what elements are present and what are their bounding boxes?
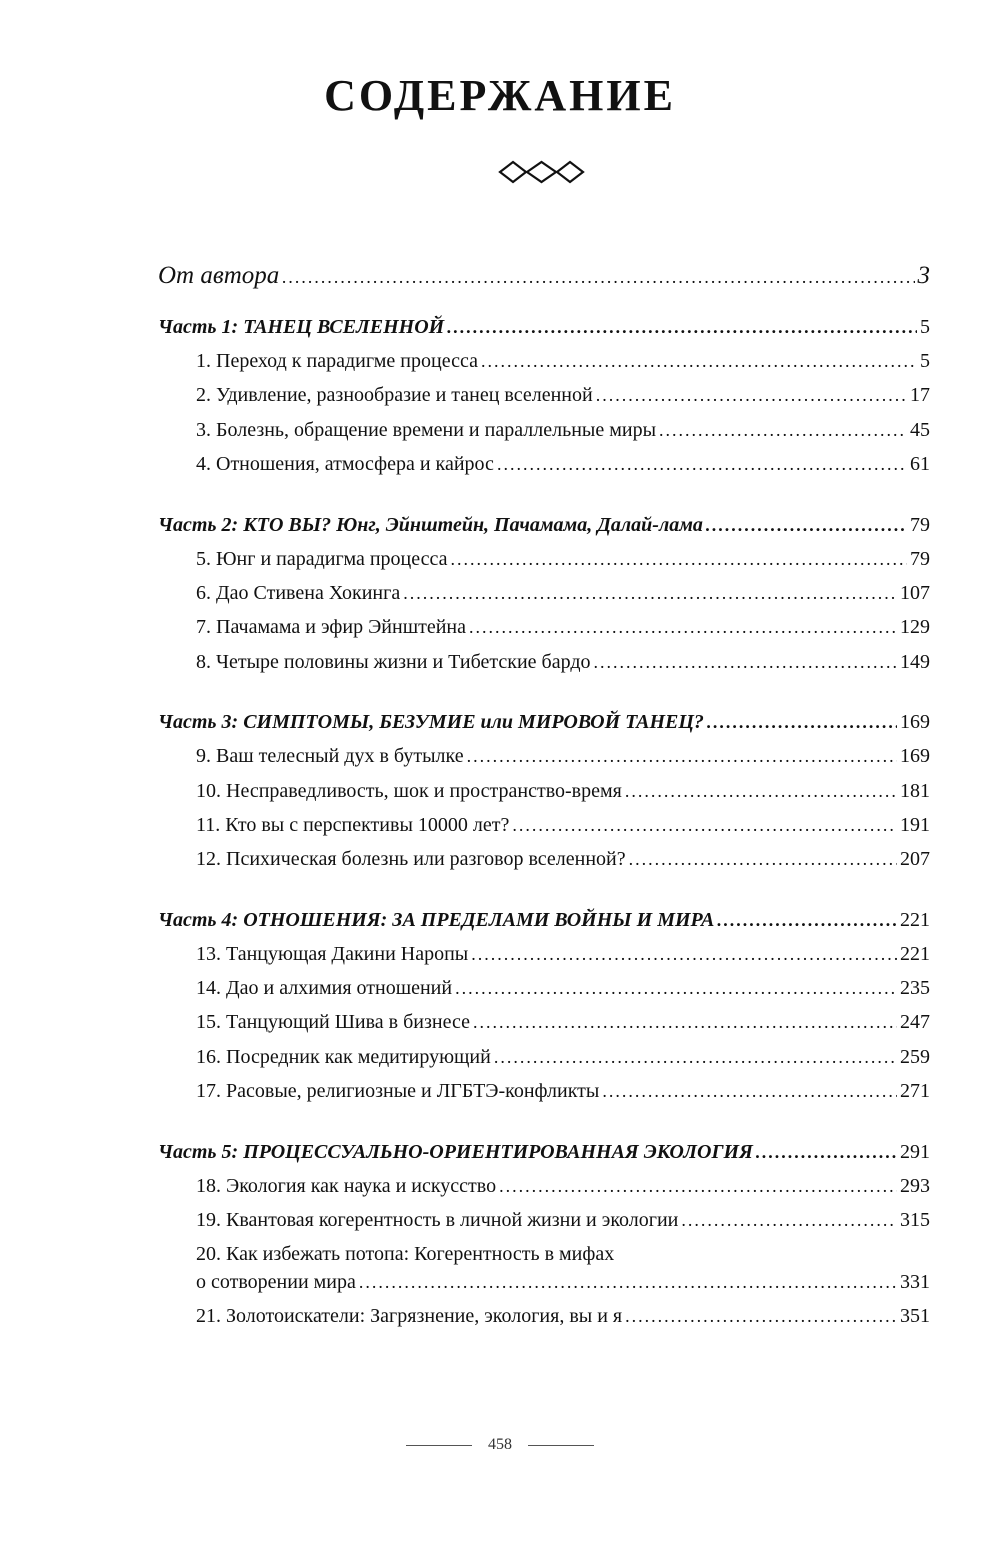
chapter-title: 1. Переход к парадигме процесса <box>196 350 478 372</box>
chapter-title: 10. Несправедливость, шок и пространство-время <box>196 779 622 802</box>
toc-chapter[interactable] <box>158 814 930 848</box>
toc-page-number: 169 <box>900 711 930 734</box>
chapter-title-continuation: о сотворении мира <box>196 1271 356 1294</box>
toc-page-number: 293 <box>900 1174 930 1197</box>
toc-page-number: 247 <box>900 1011 930 1034</box>
part-title: Часть 4: ОТНОШЕНИЯ: ЗА ПРЕДЕЛАМИ ВОЙНЫ И МИРА <box>158 908 715 931</box>
table-of-contents <box>158 262 930 1340</box>
dot-leader <box>467 746 897 767</box>
toc-page-number: 5 <box>920 350 930 372</box>
chapter-title: 2. Удивление, разнообразие и танец вселенной <box>196 384 593 407</box>
part-title: Часть 3: СИМПТОМЫ, БЕЗУМИЕ или МИРОВОЙ ТАНЕЦ? <box>158 711 704 734</box>
toc-chapter[interactable] <box>158 745 930 779</box>
toc-chapter[interactable] <box>158 616 930 650</box>
chapter-title: 3. Болезнь, обращение времени и параллельные миры <box>196 418 657 441</box>
toc-page-number: 221 <box>900 908 930 931</box>
toc-page-number: 149 <box>900 650 930 673</box>
toc-page-number: 235 <box>900 977 930 1000</box>
dot-leader <box>625 1306 897 1327</box>
toc-chapter[interactable] <box>158 582 930 616</box>
toc-page-number: 61 <box>910 453 930 476</box>
toc-page-number: 169 <box>900 745 930 768</box>
dot-leader <box>499 1176 897 1197</box>
toc-page-number: 351 <box>900 1305 930 1328</box>
toc-chapter[interactable] <box>158 780 930 814</box>
toc-chapter[interactable] <box>158 1175 930 1209</box>
footer-rule-left <box>406 1445 472 1446</box>
dot-leader <box>756 1142 897 1163</box>
dot-leader <box>451 549 908 570</box>
toc-page-number: 221 <box>900 942 930 965</box>
dot-leader <box>473 1012 897 1033</box>
chapter-title: 21. Золотоискатели: Загрязнение, экология, вы и я <box>196 1305 623 1328</box>
toc-chapter[interactable] <box>158 1243 930 1305</box>
toc-part-1[interactable] <box>158 316 930 350</box>
toc-page-number: 45 <box>910 418 930 441</box>
toc-entry-label: От автора <box>158 262 280 289</box>
dot-leader <box>602 1081 897 1102</box>
dot-leader <box>629 849 897 870</box>
dot-leader <box>494 1047 897 1068</box>
dot-leader <box>681 1210 897 1231</box>
toc-chapter[interactable] <box>158 419 930 453</box>
toc-page-number: 271 <box>900 1080 930 1103</box>
dot-leader <box>625 781 897 802</box>
dot-leader <box>717 910 897 931</box>
toc-chapter[interactable] <box>158 350 930 384</box>
dot-leader <box>359 1272 897 1293</box>
chapter-title: 14. Дао и алхимия отношений <box>196 977 453 1000</box>
diamond-ornament-icon <box>498 160 585 184</box>
toc-part-4[interactable] <box>158 909 930 943</box>
toc-chapter[interactable] <box>158 548 930 582</box>
chapter-title: 5. Юнг и парадигма процесса <box>196 547 448 570</box>
chapter-title: 12. Психическая болезнь или разговор вселенной? <box>196 848 626 871</box>
toc-page-number: 3 <box>917 262 930 289</box>
part-title: Часть 5: ПРОЦЕССУАЛЬНО-ОРИЕНТИРОВАННАЯ ЭКОЛОГИЯ <box>158 1140 753 1163</box>
dot-leader <box>512 815 897 836</box>
page-number: 458 <box>488 1436 512 1453</box>
part-title: Часть 2: КТО ВЫ? Юнг, Эйнштейн, Пачамама, Далай-лама <box>158 513 703 536</box>
dot-leader <box>469 617 897 638</box>
toc-entry-author[interactable] <box>158 262 930 290</box>
dot-leader <box>596 385 907 406</box>
toc-chapter[interactable] <box>158 1046 930 1080</box>
part-title: Часть 1: ТАНЕЦ ВСЕЛЕННОЙ <box>158 316 445 338</box>
toc-page-number: 331 <box>900 1271 930 1294</box>
dot-leader <box>497 454 907 475</box>
toc-page-number: 207 <box>900 848 930 871</box>
toc-page-number: 191 <box>900 813 930 836</box>
dot-leader <box>659 420 907 441</box>
chapter-title: 7. Пачамама и эфир Эйнштейна <box>196 616 466 639</box>
toc-page-number: 79 <box>910 513 930 536</box>
toc-chapter[interactable] <box>158 977 930 1011</box>
chapter-title: 15. Танцующий Шива в бизнесе <box>196 1011 470 1034</box>
toc-chapter[interactable] <box>158 1011 930 1045</box>
dot-leader <box>471 944 897 965</box>
chapter-title: 19. Квантовая когерентность в личной жизни и экологии <box>196 1209 679 1232</box>
toc-chapter[interactable] <box>158 384 930 418</box>
chapter-title: 13. Танцующая Дакини Наропы <box>196 942 469 965</box>
page-title: СОДЕРЖАНИЕ <box>324 71 676 120</box>
toc-page-number: 79 <box>910 547 930 570</box>
toc-chapter[interactable] <box>158 453 930 487</box>
chapter-title: 17. Расовые, религиозные и ЛГБТЭ-конфликты <box>196 1080 600 1103</box>
chapter-title: 6. Дао Стивена Хокинга <box>196 581 401 604</box>
dot-leader <box>447 317 917 338</box>
toc-part-5[interactable] <box>158 1141 930 1175</box>
chapter-title: 8. Четыре половины жизни и Тибетские бардо <box>196 650 591 673</box>
dot-leader <box>455 978 897 999</box>
toc-chapter[interactable] <box>158 1209 930 1243</box>
dot-leader <box>481 351 917 372</box>
toc-page-number: 315 <box>900 1209 930 1232</box>
dot-leader <box>282 267 914 288</box>
chapter-title: 9. Ваш телесный дух в бутылке <box>196 745 464 768</box>
toc-chapter[interactable] <box>158 848 930 882</box>
toc-page-number: 107 <box>900 581 930 604</box>
page-footer <box>0 1436 1000 1454</box>
toc-chapter[interactable] <box>158 1305 930 1339</box>
dot-leader <box>594 652 897 673</box>
toc-part-3[interactable] <box>158 711 930 745</box>
toc-page-number: 291 <box>900 1140 930 1163</box>
chapter-title: 18. Экология как наука и искусство <box>196 1174 497 1197</box>
toc-chapter[interactable] <box>158 1080 930 1114</box>
toc-page-number: 5 <box>920 316 930 338</box>
chapter-title: 4. Отношения, атмосфера и кайрос <box>196 453 494 476</box>
chapter-title: 11. Кто вы с перспективы 10000 лет? <box>196 813 510 836</box>
chapter-title: 16. Посредник как медитирующий <box>196 1045 491 1068</box>
footer-rule-right <box>528 1445 594 1446</box>
toc-part-2[interactable] <box>158 514 930 548</box>
toc-page-number: 259 <box>900 1045 930 1068</box>
dot-leader <box>403 583 897 604</box>
toc-chapter[interactable] <box>158 943 930 977</box>
toc-chapter[interactable] <box>158 651 930 685</box>
toc-page-number: 17 <box>910 384 930 407</box>
toc-page-number: 181 <box>900 779 930 802</box>
chapter-title: 20. Как избежать потопа: Когерентность в мифах <box>196 1243 615 1266</box>
toc-page-number: 129 <box>900 616 930 639</box>
dot-leader <box>707 712 897 733</box>
dot-leader <box>706 515 907 536</box>
